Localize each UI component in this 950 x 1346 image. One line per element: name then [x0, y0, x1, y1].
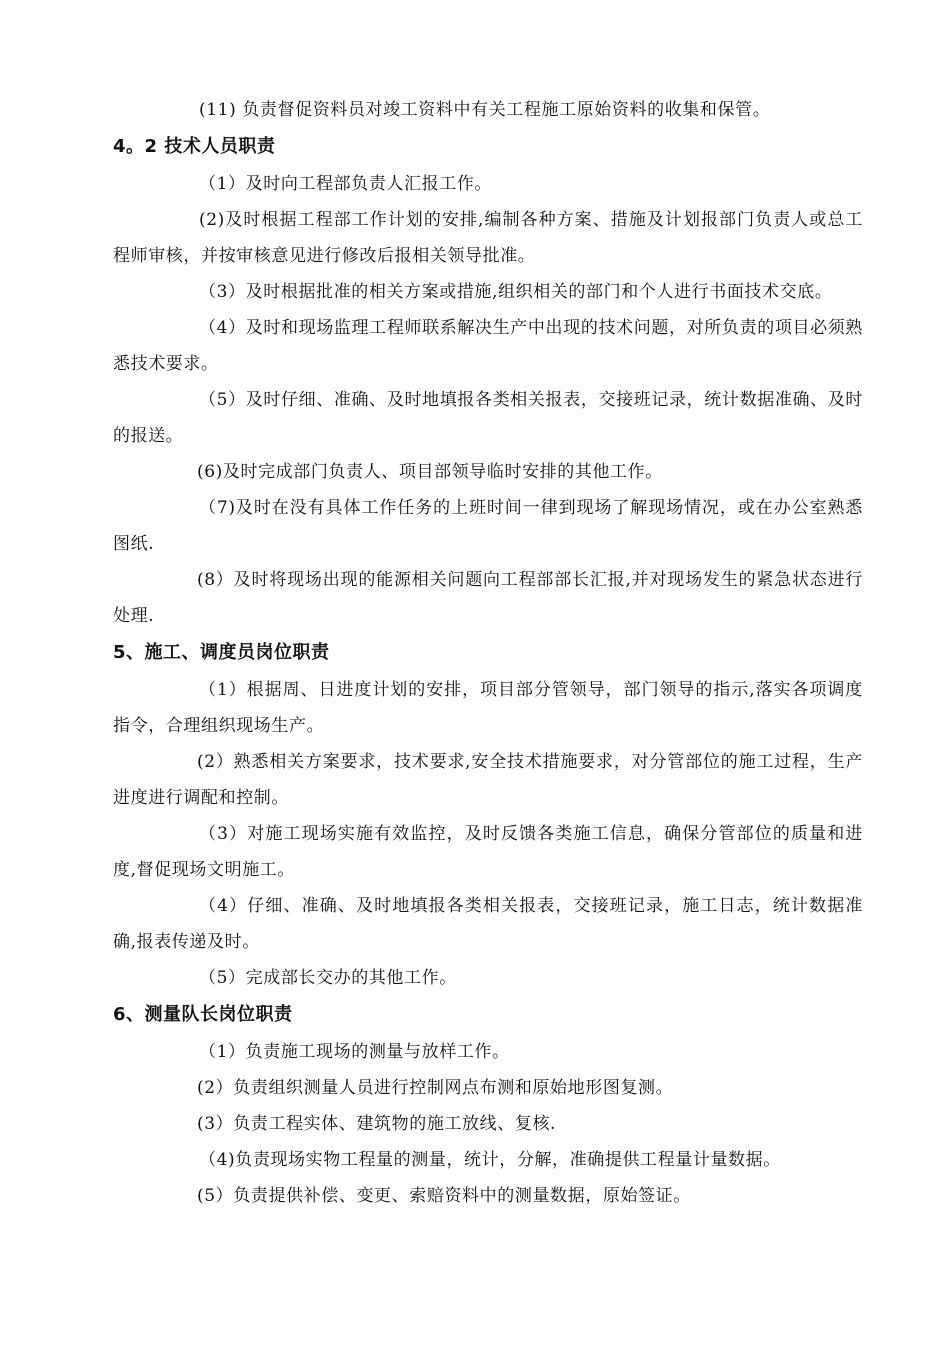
paragraph-tech-3: （3）及时根据批准的相关方案或措施,组织相关的部门和个人进行书面技术交底。: [199, 282, 833, 302]
paragraph-dispatch-3: （3）对施工现场实施有效监控，及时反馈各类施工信息，确保分管部位的质量和进度,督促现场文明施工。: [113, 824, 863, 880]
paragraph-survey-3: (3）负责工程实体、建筑物的施工放线、复核.: [197, 1114, 557, 1134]
section-heading-6-survey-leader: 6、测量队长岗位职责: [113, 1004, 293, 1025]
paragraph-tech-4: （4）及时和现场监理工程师联系解决生产中出现的技术问题，对所负责的项目必须熟悉技术要求。: [113, 318, 863, 374]
paragraph-dispatch-1: （1）根据周、日进度计划的安排，项目部分管领导，部门领导的指示,落实各项调度指令，合理组织现场生产。: [113, 680, 863, 736]
paragraph-dispatch-4: （4）仔细、准确、及时地填报各类相关报表，交接班记录，施工日志，统计数据准确,报表传递及时。: [113, 896, 863, 952]
paragraph-survey-2: (2）负责组织测量人员进行控制网点布测和原始地形图复测。: [197, 1078, 674, 1098]
paragraph-survey-4: （4)负责现场实物工程量的测量，统计，分解，准确提供工程量计量数据。: [199, 1150, 781, 1170]
paragraph-tech-5: （5）及时仔细、准确、及时地填报各类相关报表，交接班记录，统计数据准确、及时的报送。: [113, 390, 863, 446]
paragraph-tech-2: (2)及时根据工程部工作计划的安排,编制各种方案、措施及计划报部门负责人或总工程师审核，并按审核意见进行修改后报相关领导批准。: [113, 210, 863, 266]
section-heading-5-dispatcher: 5、施工、调度员岗位职责: [113, 642, 330, 663]
paragraph-tech-7: （7)及时在没有具体工作任务的上班时间一律到现场了解现场情况，或在办公室熟悉图纸.: [113, 498, 863, 554]
paragraph-survey-5: (5）负责提供补偿、变更、索赔资料中的测量数据，原始签证。: [197, 1186, 691, 1206]
paragraph-11-archive-duty: (11) 负责督促资料员对竣工资料中有关工程施工原始资料的收集和保管。: [199, 100, 771, 120]
section-heading-4-2-technical-staff: 4。2 技术人员职责: [113, 136, 276, 157]
paragraph-dispatch-5: （5）完成部长交办的其他工作。: [199, 968, 457, 988]
paragraph-tech-6: (6)及时完成部门负责人、项目部领导临时安排的其他工作。: [197, 462, 663, 482]
paragraph-tech-8: (8）及时将现场出现的能源相关问题向工程部部长汇报,并对现场发生的紧急状态进行处理.: [113, 570, 863, 626]
paragraph-survey-1: （1）负责施工现场的测量与放样工作。: [199, 1042, 510, 1062]
document-body: [113, 92, 863, 1214]
paragraph-tech-1: （1）及时向工程部负责人汇报工作。: [199, 174, 493, 194]
paragraph-dispatch-2: (2）熟悉相关方案要求，技术要求,安全技术措施要求，对分管部位的施工过程，生产进度进行调配和控制。: [113, 752, 863, 808]
